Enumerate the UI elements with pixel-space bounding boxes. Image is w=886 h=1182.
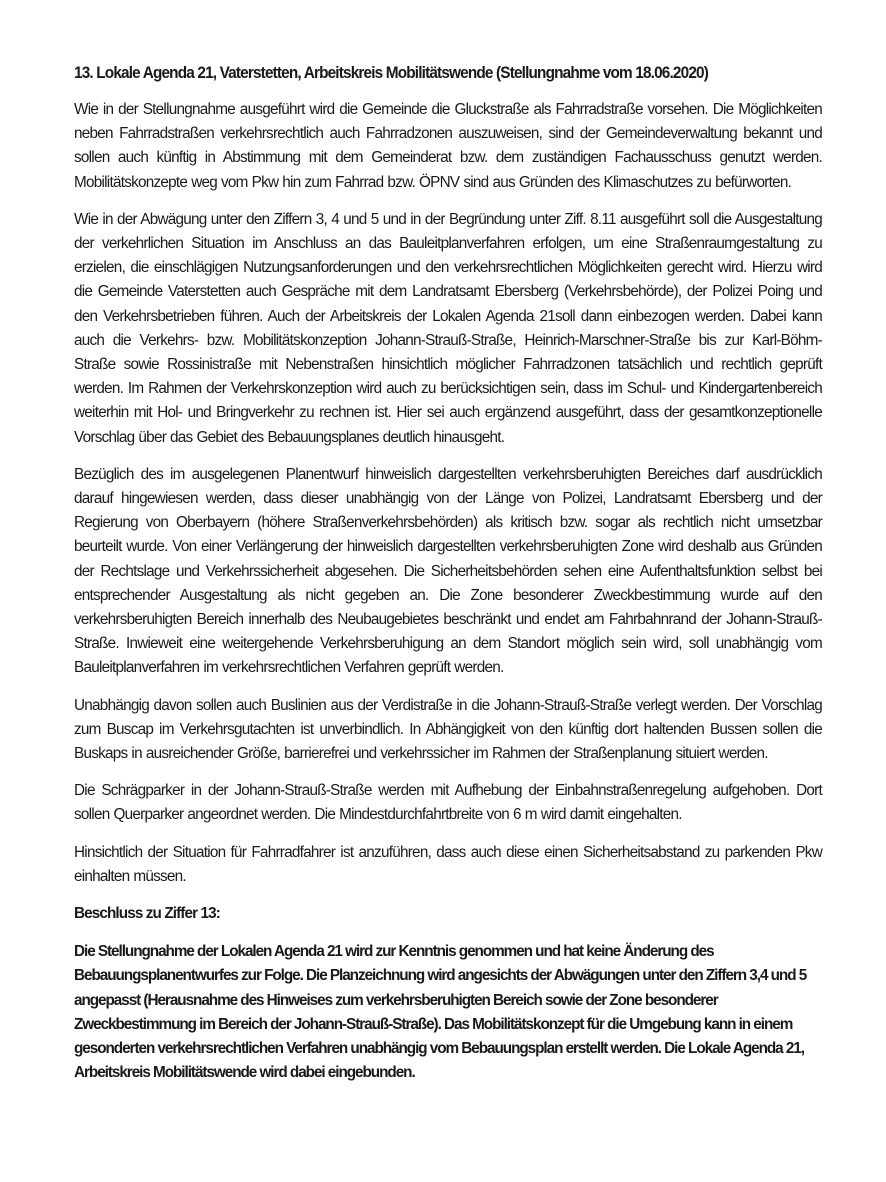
decision-text: Die Stellungnahme der Lokalen Agenda 21 wird zur Kenntnis genommen und hat keine Änderung des Bebauungsplanentwurfes zur Folge. Die Planzeichnung wird angesichts der Abwägungen unter den Ziffern 3,4 und 5 angepasst (Herausnahme des Hinweises zum verkehrsberuhigten Bereich sowie der Zone besonderer Zweckbestimmung im Bereich der Johann-Strauß-Straße). Das Mobilitätskonzept für die Umgebung kann in einem gesonderten verkehrsrechtlichen Verfahren unabhängig vom Bebauungsplan erstellt werden. Die Lokale Agenda 21, Arbeitskreis Mobilitätswende wird dabei eingebunden. [74,943,807,1082]
paragraph-buslinien: Unabhängig davon sollen auch Buslinien aus der Verdistraße in die Johann-Strauß-Straße verlegt werden. Der Vorschlag zum Buscap im Verkehrsgutachten ist unverbindlich. In Abhängigkeit von den künftig dort haltenden Bussen sollen die Buskaps in ausreichender Größe, barrierefrei und verkehrssicher im Rahmen der Straßenplanung situiert werden. [74,696,822,763]
section-heading: 13. Lokale Agenda 21, Vaterstetten, Arbeitskreis Mobilitätswende (Stellungnahme vom 18.06.2020) [74,64,708,82]
decision-heading: Beschluss zu Ziffer 13: [74,905,220,923]
document-page [74,62,822,1085]
paragraph-verkehrliche-situation: Wie in der Abwägung unter den Ziffern 3, 4 und 5 und in der Begründung unter Ziff. 8.11 ausgeführt soll die Ausgestaltung der verkehrlichen Situation im Anschluss an das Bauleitplanverfahren erfolgen, um eine Straßenraumgestaltung zu erzielen, die einschlägigen Nutzungsanforderungen und den verkehrsrechtlichen Möglichkeiten gerecht wird. Hierzu wird die Gemeinde Vaterstetten auch Gespräche mit dem Landratsamt Ebersberg (Verkehrsbehörde), der Polizei Poing und den Verkehrsbetrieben führen. Auch der Arbeitskreis der Lokalen Agenda 21soll dann einbezogen werden. Dabei kann auch die Verkehrs- bzw. Mobilitätskonzeption Johann-Strauß-Straße, Heinrich-Marschner-Straße bis zur Karl-Böhm-Straße sowie Rossinistraße mit Nebenstraßen hinsichtlich möglicher Fahrradzonen tatsächlich und rechtlich geprüft werden. Im Rahmen der Verkehrskonzeption wird auch zu berücksichtigen sein, dass im Schul- und Kindergartenbereich weiterhin mit Hol- und Bringverkehr zu rechnen ist. Hier sei auch ergänzend ausgeführt, dass der gesamtkonzeptionelle Vorschlag über das Gebiet des Bebauungsplanes deutlich hinausgeht. [74,210,822,446]
paragraph-fahrradfahrer: Hinsichtlich der Situation für Fahrradfahrer ist anzuführen, dass auch diese einen Sicherheitsabstand zu parkenden Pkw einhalten müssen. [74,843,822,885]
paragraph-verkehrsberuhigter-bereich: Bezüglich des im ausgelegenen Planentwurf hinweislich dargestellten verkehrsberuhigten Bereiches darf ausdrücklich darauf hingewiesen werden, dass dieser unabhängig von der Länge von Polizei, Landratsamt Ebersberg und der Regierung von Oberbayern (höhere Straßenverkehrsbehörden) als kritisch bzw. sogar als rechtlich nicht umsetzbar beurteilt wurde. Von einer Verlängerung der hinweislich dargestellten verkehrsberuhigten Zone wird deshalb aus Gründen der Rechtslage und Verkehrssicherheit abgesehen. Die Sicherheitsbehörden sehen eine Aufenthaltsfunktion selbst bei entsprechender Ausgestaltung als nicht gegeben an. Die Zone besonderer Zweckbestimmung wurde auf den verkehrsberuhigten Bereich innerhalb des Neubaugebietes beschränkt und endet am Fahrbahnrand der Johann-Strauß-Straße. Inwieweit eine weitergehende Verkehrsberuhigung an dem Standort möglich sein wird, soll unabhängig vom Bauleitplanverfahren im verkehrsrechtlichen Verfahren geprüft werden. [74,465,822,677]
paragraph-schraegparker: Die Schrägparker in der Johann-Strauß-Straße werden mit Aufhebung der Einbahnstraßenregelung aufgehoben. Dort sollen Querparker angeordnet werden. Die Mindestdurchfahrtbreite von 6 m wird damit eingehalten. [74,782,822,824]
paragraph-gluckstrasse: Wie in der Stellungnahme ausgeführt wird die Gemeinde die Gluckstraße als Fahrradstraße vorsehen. Die Möglichkeiten neben Fahrradstraßen verkehrsrechtlich auch Fahrradzonen auszuweisen, sind der Gemeindeverwaltung bekannt und sollen auch künftig in Abstimmung mit dem Gemeinderat bzw. dem zuständigen Fachausschuss genutzt werden. Mobilitätskonzepte weg vom Pkw hin zum Fahrrad bzw. ÖPNV sind aus Gründen des Klimaschutzes zu befürworten. [74,101,822,191]
